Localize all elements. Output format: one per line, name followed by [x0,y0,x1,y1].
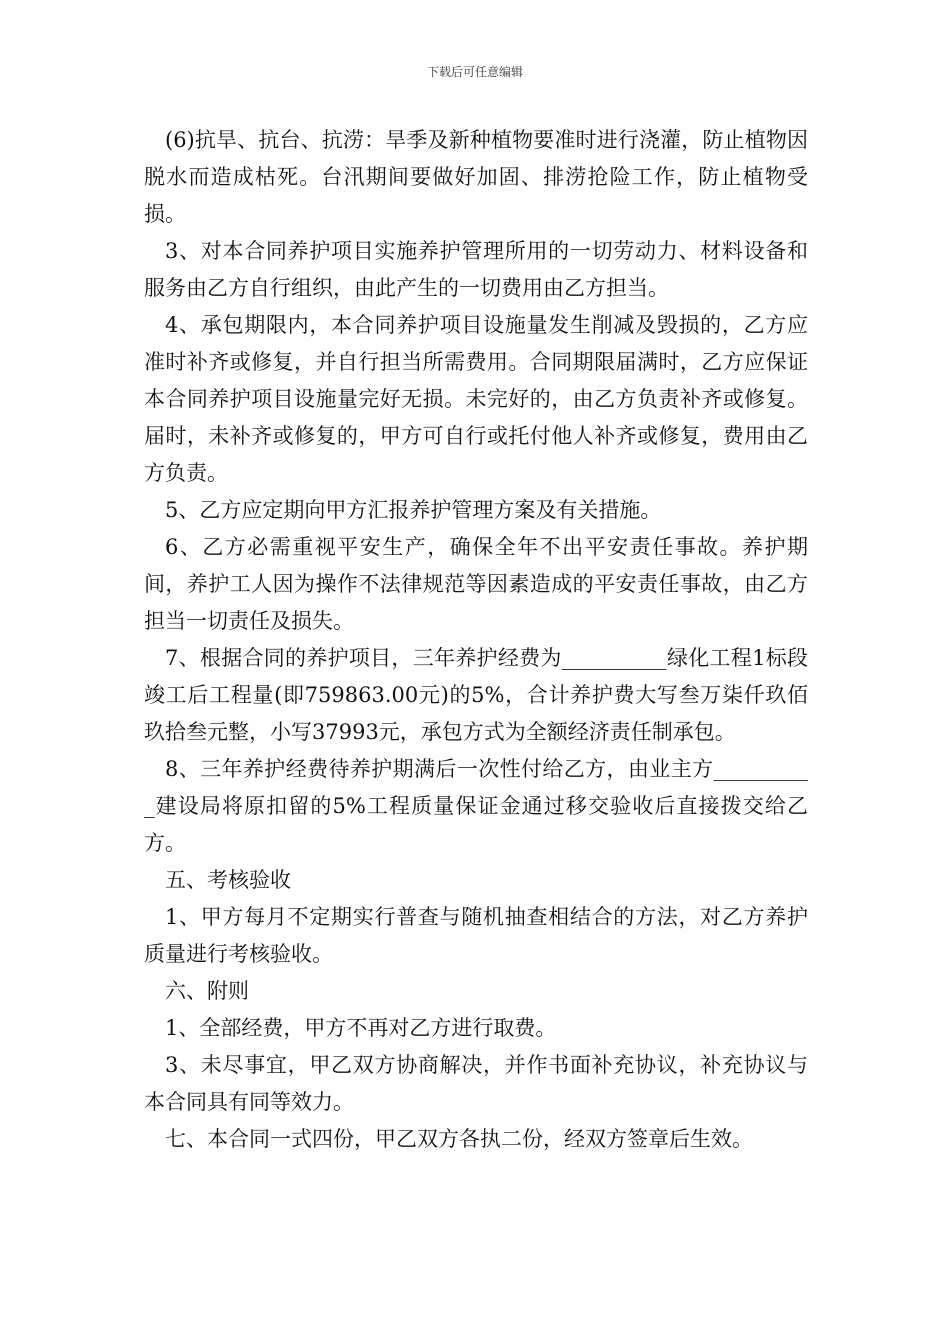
document-body [144,122,808,1158]
paragraph-inspection-1: 1、甲方每月不定期实行普查与随机抽查相结合的方法，对乙方养护质量进行考核验收。 [144,905,808,966]
paragraph-appendix-3: 3、未尽事宜，甲乙双方协商解决，并作书面补充协议，补充协议与本合同具有同等效力。 [144,1053,808,1114]
paragraph-item-4: 4、承包期限内，本合同养护项目设施量发生削减及毁损的，乙方应准时补齐或修复，并自行担当所需费用。合同期限届满时，乙方应保证本合同养护项目设施量完好无损。未完好的，由乙方负责补齐或修复。届时，未补齐或修复的，甲方可自行或托付他人补齐或修复，费用由乙方负责。 [144,313,808,485]
paragraph-6-drought: (6)抗旱、抗台、抗涝：旱季及新种植物要准时进行浇灌，防止植物因脱水而造成枯死。台汛期间要做好加固、排涝抢险工作，防止植物受损。 [144,128,808,226]
paragraph-item-6: 6、乙方必需重视平安生产，确保全年不出平安责任事故。养护期间，养护工人因为操作不法律规范等因素造成的平安责任事故，由乙方担当一切责任及损失。 [144,535,808,633]
paragraph-item-7: 7、根据合同的养护项目，三年养护经费为__________绿化工程1标段竣工后工程量(即759863.00元)的5%，合计养护费大写叁万柒仟玖佰玖拾叁元整，小写37993元，承包方式为全额经济责任制承包。 [144,646,808,744]
page-header: 下载后可任意编辑 [426,65,523,79]
paragraph-item-5: 5、乙方应定期向甲方汇报养护管理方案及有关措施。 [165,498,662,522]
paragraph-item-3: 3、对本合同养护项目实施养护管理所用的一切劳动力、材料设备和服务由乙方自行组织，由此产生的一切费用由乙方担当。 [144,239,808,300]
paragraph-appendix-1: 1、全部经费，甲方不再对乙方进行取费。 [165,1016,557,1040]
section-heading-5: 五、考核验收 [165,868,291,892]
paragraph-item-8: 8、三年养护经费待养护期满后一次性付给乙方，由业主方__________建设局将原扣留的5%工程质量保证金通过移交验收后直接拨交给乙方。 [144,757,808,855]
section-heading-6: 六、附则 [165,979,249,1003]
section-heading-7: 七、本合同一式四份，甲乙双方各执二份，经双方签章后生效。 [165,1127,753,1151]
